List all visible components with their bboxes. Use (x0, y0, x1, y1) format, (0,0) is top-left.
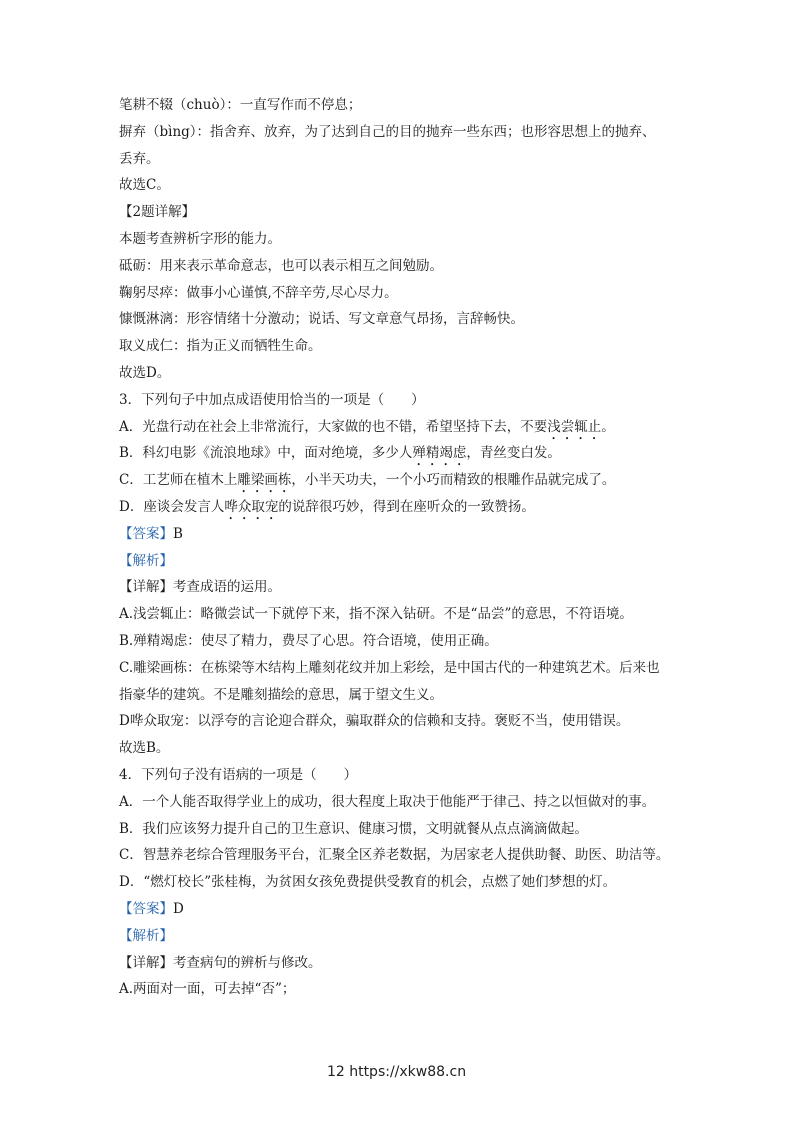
dotted-idiom: 雕梁画栋 (237, 472, 292, 489)
text-line: 3．下列句子中加点成语使用恰当的一项是（ ） (119, 391, 425, 408)
option-text: A．光盘行动在社会上非常流行，大家做的也不错，希望坚持下去，不要 (119, 418, 548, 435)
text-line: 指豪华的建筑。不是雕刻描绘的意思，属于望文生义。 (119, 686, 443, 703)
text-line (119, 896, 679, 923)
option-text: ，青丝变白发。 (466, 445, 561, 462)
text-line: D哗众取宠：以浮夸的言论迎合群众，骗取群众的信赖和支持。褒贬不当，使用错误。 (119, 713, 630, 730)
page-footer: 12 https://xkw88.cn (326, 1064, 467, 1080)
text-line: 故选B。 (119, 740, 170, 757)
section-tag: 【解析】 (119, 927, 173, 944)
option-text: 的说辞很巧妙，得到在座听众的一致赞扬。 (278, 498, 535, 515)
document-body (119, 92, 679, 1003)
text-line: 【2题详解】 (119, 204, 196, 221)
text-line: 【详解】考查病句的辨析与修改。 (119, 954, 322, 971)
dotted-idiom: 浅尝辄止 (547, 418, 602, 435)
section-tag: 【答案】 (119, 525, 173, 542)
text-line: C.雕梁画栋：在栋梁等木结构上雕刻花纹并加上彩绘，是中国古代的一种建筑艺术。后来也 (119, 659, 660, 676)
text-line: 4．下列句子没有语病的一项是（ ） (119, 766, 358, 783)
text-line (119, 467, 679, 494)
text-line: 故选C。 (119, 177, 170, 194)
text-line: D．“燃灯校长”张桂梅，为贫困女孩免费提供受教育的机会，点燃了她们梦想的灯。 (119, 874, 617, 891)
text-line (119, 414, 679, 441)
text-line: 本题考查辨析字形的能力。 (119, 230, 281, 247)
text-line (119, 494, 679, 521)
text-line: 摒弃（bìng）：指舍弃、放弃，为了达到自己的目的抛弃一些东西；也形容思想上的抛弃、 (119, 123, 656, 140)
text-line: 故选D。 (119, 364, 171, 381)
dotted-idiom: 殚精竭虑 (412, 445, 467, 462)
text-line: 丢弃。 (119, 150, 160, 167)
option-text: B．科幻电影《流浪地球》中，面对绝境，多少人 (119, 445, 413, 462)
dotted-idiom: 哗众取宠 (224, 498, 279, 515)
tag-value: B (173, 525, 183, 542)
text-line: 取义成仁：指为正义而牺牲生命。 (119, 338, 322, 355)
text-line: 砥砺：用来表示革命意志，也可以表示相互之间勉励。 (119, 257, 443, 274)
option-text: ，小半天功夫，一个小巧而精致的根雕作品就完成了。 (291, 472, 616, 489)
text-line: A．一个人能否取得学业上的成功，很大程度上取决于他能严于律己、持之以恒做对的事。 (119, 793, 656, 810)
text-line (119, 440, 679, 467)
text-line (119, 923, 679, 950)
option-text: D．座谈会发言人 (119, 498, 225, 515)
text-line (119, 521, 679, 548)
section-tag: 【答案】 (119, 900, 173, 917)
section-tag: 【解析】 (119, 552, 173, 569)
text-line: 慷慨淋漓：形容情绪十分激动；说话、写文章意气昂扬，言辞畅快。 (119, 311, 524, 328)
text-line (119, 548, 679, 575)
tag-value: D (173, 900, 184, 917)
text-line: B．我们应该努力提升自己的卫生意识、健康习惯，文明就餐从点点滴滴做起。 (119, 820, 588, 837)
text-line: 【详解】考查成语的运用。 (119, 579, 281, 596)
option-text: 。 (601, 418, 615, 435)
text-line: A.两面对一面，可去掉“否”； (119, 981, 296, 998)
text-line: 笔耕不辍（chuò）：一直写作而不停息； (119, 97, 362, 113)
text-line: 鞠躬尽瘁：做事小心谨慎,不辞辛劳,尽心尽力。 (119, 284, 398, 301)
text-line: C．智慧养老综合管理服务平台，汇聚全区养老数据，为居家老人提供助餐、助医、助洁等。 (119, 847, 670, 864)
text-line: A.浅尝辄止：略微尝试一下就停下来，指不深入钻研。不是“品尝”的意思，不符语境。 (119, 606, 633, 623)
option-text: C．工艺师在植木上 (119, 472, 238, 489)
text-line: B.殚精竭虑：使尽了精力，费尽了心思。符合语境，使用正确。 (119, 632, 498, 649)
